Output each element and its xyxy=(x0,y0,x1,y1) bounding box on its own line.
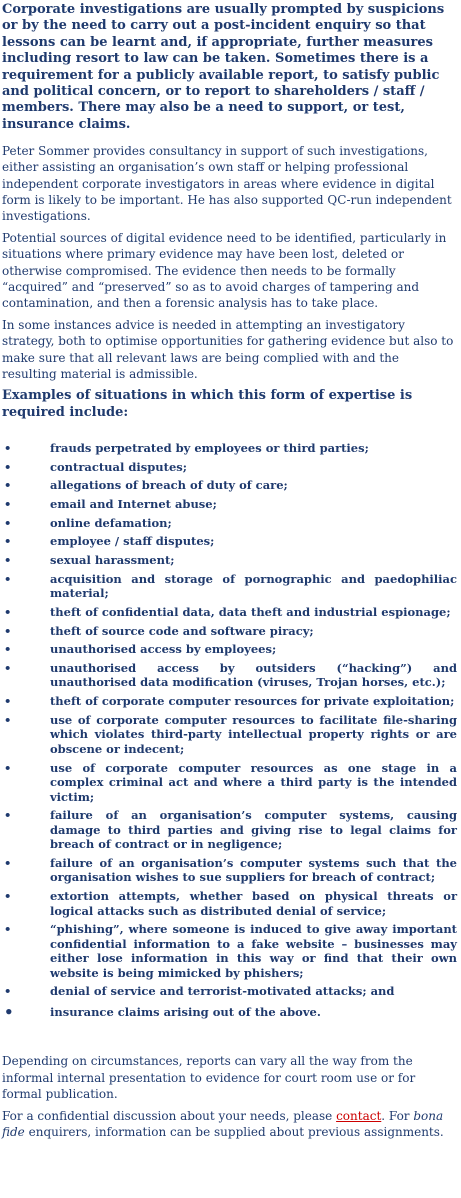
bullet-icon: • xyxy=(4,922,12,937)
bullet-icon: • xyxy=(4,623,12,638)
example-text: “phishing”, where someone is induced to give away important confidential information to a fake website – businesses may either lose information in this way or find that their own website is being mimicked by phishers; xyxy=(50,922,457,980)
bullet-icon: • xyxy=(4,515,12,530)
body-paragraph-1: Peter Sommer provides consultancy in support of such investigations, either assisting an organisation’s own staff or helping professional independent corporate investigators in areas where evidence in digital form is likely to be important. He has also supported QC-run independent investigations. xyxy=(2,144,452,224)
example-text: allegations of breach of duty of care; xyxy=(50,478,288,493)
example-item xyxy=(2,497,457,512)
bullet-icon: • xyxy=(4,642,12,657)
example-item xyxy=(2,624,457,639)
contact-paragraph xyxy=(2,1108,457,1140)
bullet-icon: • xyxy=(4,553,12,568)
bullet-icon: • xyxy=(4,694,12,709)
example-item xyxy=(2,922,457,980)
example-text: use of corporate computer resources as one stage in a complex criminal act and where a third party is the intended victim; xyxy=(50,760,457,804)
bullet-icon: • xyxy=(4,760,12,775)
example-text: online defamation; xyxy=(50,515,172,530)
bullet-icon: • xyxy=(4,534,12,549)
example-item xyxy=(2,553,457,568)
contact-text-before: For a confidential discussion about your needs, please xyxy=(2,1109,337,1124)
bullet-icon: • xyxy=(4,459,12,474)
bullet-icon: • xyxy=(4,984,12,999)
example-text: theft of source code and software piracy; xyxy=(50,623,314,638)
body-paragraph-2: Potential sources of digital evidence need to be identified, particularly in situations where primary evidence may have been lost, deleted or otherwise compromised. The evidence then needs to be formally “acquired” and “preserved” so as to avoid charges of tampering and contamination, and then a forensic analysis has to take place. xyxy=(2,231,447,311)
example-item xyxy=(2,856,457,885)
reports-paragraph: Depending on circumstances, reports can vary all the way from the informal internal presentation to evidence for court room use or for formal publication. xyxy=(2,1054,416,1101)
bullet-icon: • xyxy=(4,660,12,675)
example-item xyxy=(2,572,457,601)
example-text: unauthorised access by employees; xyxy=(50,642,277,657)
example-text: employee / staff disputes; xyxy=(50,534,215,549)
example-item xyxy=(2,460,457,475)
bona-fide-text: bona fide xyxy=(2,1109,444,1140)
examples-list xyxy=(2,441,457,1020)
example-text: theft of confidential data, data theft and industrial espionage; xyxy=(50,604,451,619)
bullet-icon: • xyxy=(4,604,12,619)
bullet-icon: • xyxy=(4,855,12,870)
bullet-icon: • xyxy=(4,440,12,455)
bullet-icon: • xyxy=(4,889,12,904)
example-text: theft of corporate computer resources for private exploitation; xyxy=(50,694,455,709)
example-item-last xyxy=(2,1002,457,1021)
example-item xyxy=(2,642,457,657)
example-text: contractual disputes; xyxy=(50,459,187,474)
bullet-icon: • xyxy=(4,478,12,493)
bullet-icon: • xyxy=(4,571,12,586)
example-text: unauthorised access by outsiders (“hacking”) and unauthorised data modification (viruses, Trojan horses, etc.); xyxy=(50,660,457,690)
example-text: extortion attempts, whether based on physical threats or logical attacks such as distributed denial of service; xyxy=(50,889,457,918)
bullet-icon: • xyxy=(4,1002,14,1021)
body-paragraph-3: In some instances advice is needed in attempting an investigatory strategy, both to optimise opportunities for gathering evidence but also to make sure that all relevant laws are being complied with and the resulting material is admissible. xyxy=(2,318,454,381)
example-item xyxy=(2,534,457,549)
example-text: failure of an organisation’s computer systems such that the organisation wishes to sue suppliers for breach of contract; xyxy=(50,855,457,885)
example-item xyxy=(2,713,457,757)
intro-paragraph: Corporate investigations are usually prompted by suspicions or by the need to carry out a post-incident enquiry so that lessons can be learnt and, if appropriate, further measures including resort to law can be taken. Sometimes there is a requirement for a publicly available report, to satisfy public and political concern, or to report to shareholders / staff / members. There may also be a need to support, or test, insurance claims. xyxy=(2,2,445,132)
bullet-icon: • xyxy=(4,496,12,511)
example-text: use of corporate computer resources to facilitate file-sharing which violates third-party intellectual property rights or are obscene or indecent; xyxy=(50,712,457,756)
example-text: email and Internet abuse; xyxy=(50,496,217,511)
example-item xyxy=(2,441,457,456)
example-item xyxy=(2,516,457,531)
example-text: frauds perpetrated by employees or third parties; xyxy=(50,440,369,455)
example-item xyxy=(2,478,457,493)
contact-link[interactable]: contact xyxy=(336,1109,382,1124)
example-text: denial of service and terrorist-motivated attacks; and xyxy=(50,984,395,999)
example-text: sexual harassment; xyxy=(50,553,175,568)
example-text: acquisition and storage of pornographic and paedophiliac material; xyxy=(50,571,457,601)
example-item xyxy=(2,808,457,852)
example-item xyxy=(2,661,457,690)
bullet-icon: • xyxy=(4,712,12,727)
contact-text-middle: . For xyxy=(381,1109,414,1124)
example-text: insurance claims arising out of the above. xyxy=(50,1004,321,1019)
example-item xyxy=(2,605,457,620)
contact-text-after: enquirers, information can be supplied about previous assignments. xyxy=(24,1125,444,1140)
example-item xyxy=(2,889,457,918)
example-item xyxy=(2,694,457,709)
examples-heading: Examples of situations in which this form of expertise is required include: xyxy=(2,388,413,420)
example-item xyxy=(2,761,457,805)
bullet-icon: • xyxy=(4,808,12,823)
example-text: failure of an organisation’s computer systems, causing damage to third parties and giving rise to legal claims for breach of contract or in negligence; xyxy=(50,808,457,852)
example-item xyxy=(2,984,457,999)
